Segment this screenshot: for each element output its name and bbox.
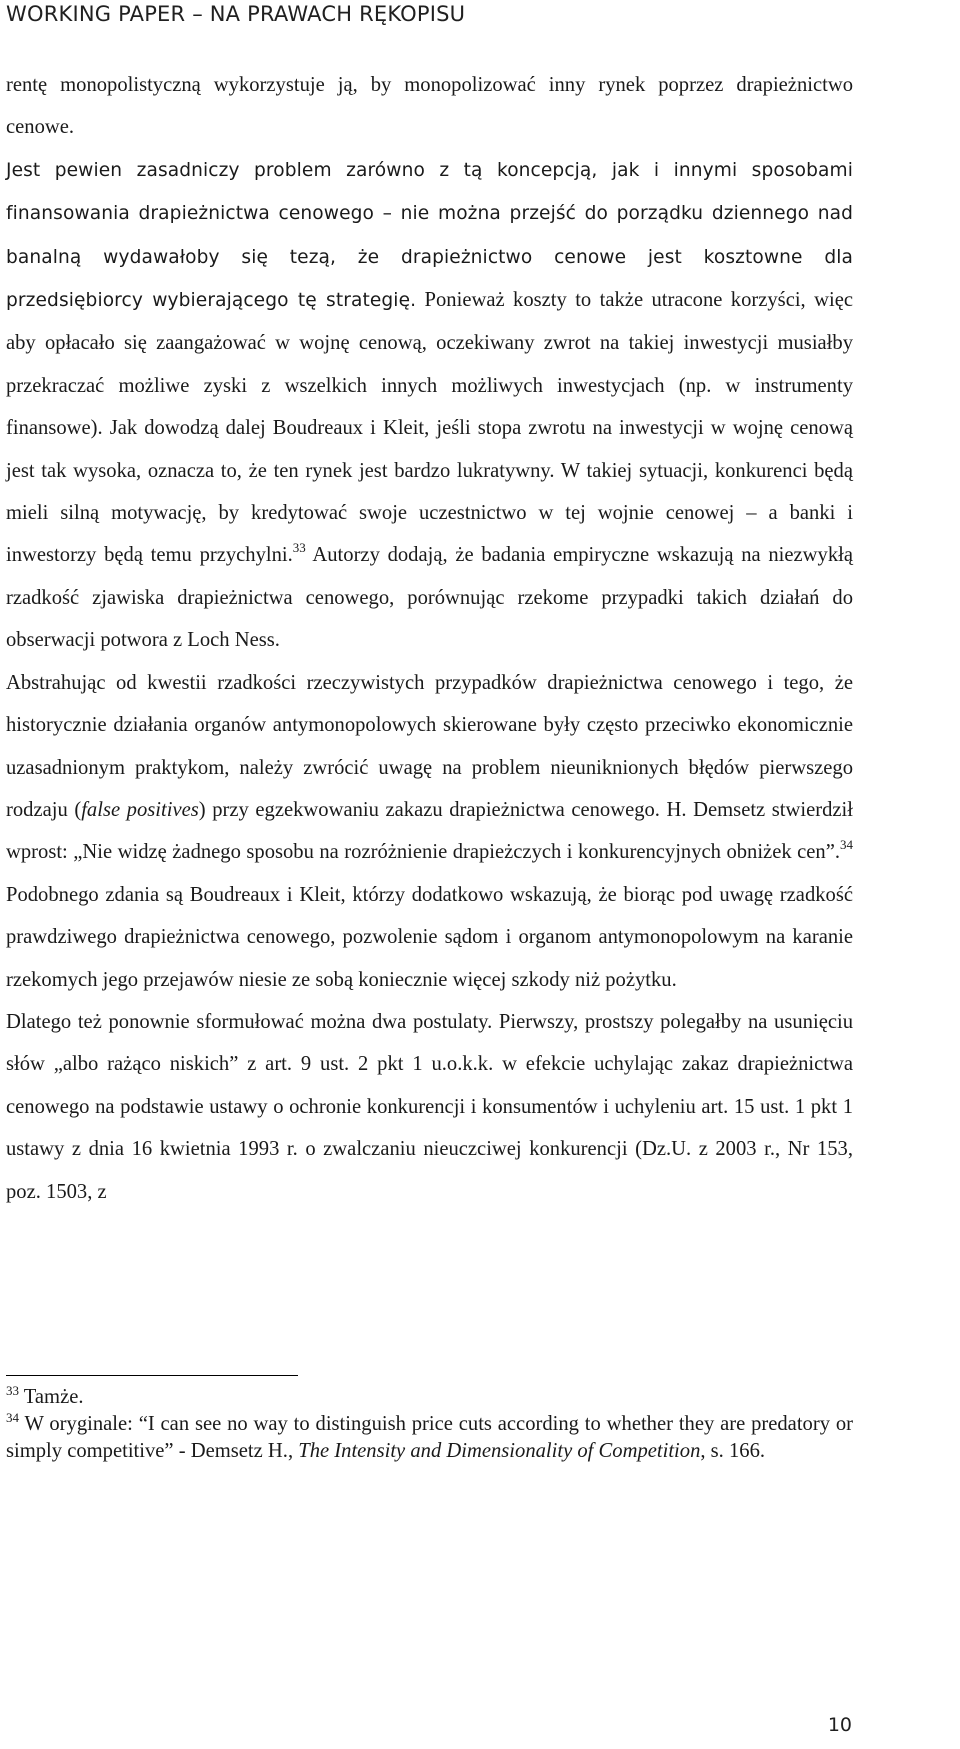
paragraph-2 xyxy=(6,149,853,662)
footnote-34 xyxy=(6,1411,853,1465)
footnote-33-text: Tamże. xyxy=(19,1386,84,1408)
paragraph-4: Dlatego też ponownie sformułować można dwa postulaty. Pierwszy, prostszy polegałby na usunięciu słów „albo rażąco niskich” z art. 9 ust. 2 pkt 1 u.o.k.k. w efekcie uchylając zakaz drapieżnictwa cenowego na podstawie ustawy o ochronie konkurencji i konsumentów i uchyleniu art. 15 ust. 1 pkt 1 ustawy z dnia 16 kwietnia 1993 r. o zwalczaniu nieuczciwej konkurencji (Dz.U. z 2003 r., Nr 153, poz. 1503, z xyxy=(6,1010,853,1203)
paragraph-2-sans-part: Jest pewien zasadniczy problem zarówno z tą koncepcją, jak i innymi sposobami finansowania drapieżnictwa cenowego – nie można przejść do porządku dziennego nad banalną wydawałoby się tezą, że drapieżnictwo cenowe jest kosztowne dla przedsiębiorcy wybierającego tę strategię. xyxy=(6,159,853,312)
footnote-ref-33[interactable]: 33 xyxy=(292,540,306,556)
paragraph-3-italic: false positives xyxy=(81,798,199,821)
paragraph-3-part-b: ) przy egzekwowaniu zakazu drapieżnictwa cenowego. H. Demsetz stwierdził wprost: „Nie widzę żadnego sposobu na rozróżnienie drapieżczych i konkurencyjnych obniżek cen”. xyxy=(6,798,853,864)
footnotes xyxy=(6,1384,853,1465)
page-header: WORKING PAPER – NA PRAWACH RĘKOPISU xyxy=(6,2,466,26)
footnote-separator xyxy=(6,1375,298,1376)
main-text xyxy=(6,64,853,1213)
footnote-34-text-b: , s. 166. xyxy=(700,1440,766,1462)
footnote-34-italic-title: The Intensity and Dimensionality of Competition xyxy=(298,1440,701,1462)
paragraph-3-part-c: Podobnego zdania są Boudreaux i Kleit, którzy dodatkowo wskazują, że biorąc pod uwagę rzadkość prawdziwego drapieżnictwa cenowego, pozwolenie sądom i organom antymonopolowym na karanie rzekomych jego przejawów niesie ze sobą koniecznie więcej szkody niż pożytku. xyxy=(6,883,853,991)
paragraph-2-part-c: Jak dowodzą dalej Boudreaux i Kleit, jeśli stopa zwrotu na inwestycji w wojnę cenową jest tak wysoka, oznacza to, że ten rynek jest bardzo lukratywny. W takiej sytuacji, konkurenci będą mieli silną motywację, by kredytować swoje uczestnictwo w tej wojnie cenowej – a banki i inwestorzy będą temu przychylni. xyxy=(6,417,853,567)
paragraph-3 xyxy=(6,662,853,1001)
footnote-34-number: 34 xyxy=(6,1410,19,1425)
paragraph-1: rentę monopolistyczną wykorzystuje ją, by monopolizować inny rynek poprzez drapieżnictwo cenowe. xyxy=(6,74,853,139)
paragraph-2-part-d: Autorzy dodają, że badania empiryczne wskazują na niezwykłą rzadkość zjawiska drapieżnictwa cenowego, porównując rzekome przypadki takich działań do obserwacji potwora z Loch Ness. xyxy=(6,544,853,652)
paragraph-3-part-a: Abstrahując od kwestii rzadkości rzeczywistych przypadków drapieżnictwa cenowego i tego, że historycznie działania organów antymonopolowych skierowane były często przeciwko ekonomicznie uzasadnionym praktykom, należy zwrócić uwagę na problem nieuniknionych błędów pierwszego rodzaju ( xyxy=(6,671,853,821)
footnote-33-number: 33 xyxy=(6,1383,19,1398)
footnote-ref-34[interactable]: 34 xyxy=(840,837,853,853)
footnote-33 xyxy=(6,1384,853,1411)
paragraph-2-part-b: Ponieważ koszty to także utracone korzyści, więc aby opłacało się zaangażować w wojnę cenową, oczekiwany zwrot na takiej inwestycji musiałby przekraczać możliwe zyski z wszelkich innych możliwych inwestycjach (np. w instrumenty finansowe). xyxy=(6,289,853,440)
footnote-34-text-a: W oryginale: “I can see no way to distinguish price cuts according to whether they are predatory or simply competitive” - Demsetz H., xyxy=(6,1413,853,1462)
page-number: 10 xyxy=(827,1714,852,1736)
